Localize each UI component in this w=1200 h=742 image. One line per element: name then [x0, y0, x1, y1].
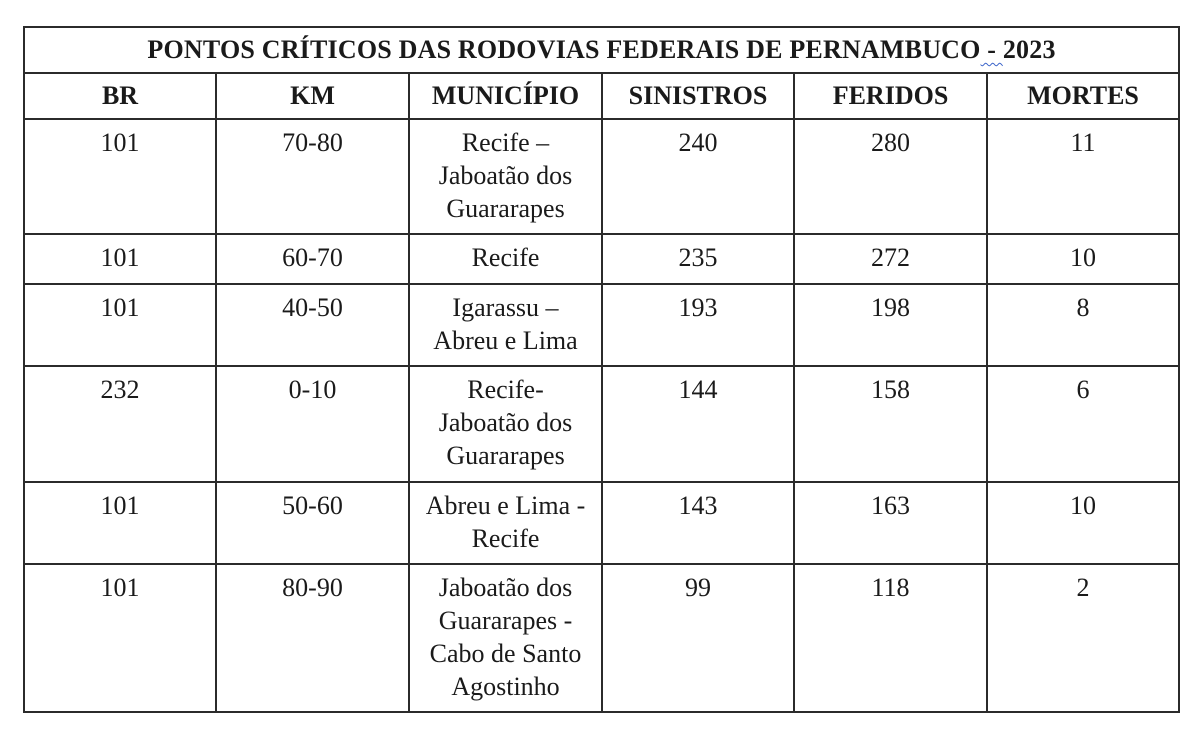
cell-km: 60-70 [216, 234, 409, 284]
table-row [24, 284, 1179, 366]
cell-mortes: 6 [987, 366, 1179, 482]
table-row [24, 366, 1179, 482]
cell-km: 0-10 [216, 366, 409, 482]
cell-br: 101 [24, 284, 216, 366]
cell-br: 101 [24, 119, 216, 234]
table-row [24, 234, 1179, 284]
cell-mortes: 8 [987, 284, 1179, 366]
cell-km: 70-80 [216, 119, 409, 234]
title-separator: - [980, 35, 1003, 64]
header-row [24, 73, 1179, 119]
cell-mortes: 10 [987, 482, 1179, 564]
header-sinistros: SINISTROS [602, 73, 794, 119]
header-municipio: MUNICÍPIO [409, 73, 602, 119]
cell-feridos: 198 [794, 284, 987, 366]
cell-mortes: 2 [987, 564, 1179, 712]
cell-br: 101 [24, 564, 216, 712]
critical-points-table [23, 26, 1180, 713]
cell-km: 80-90 [216, 564, 409, 712]
title-main: PONTOS CRÍTICOS DAS RODOVIAS FEDERAIS DE PERNAMBUCO [147, 35, 981, 64]
table-title [24, 27, 1179, 73]
cell-sinistros: 99 [602, 564, 794, 712]
cell-br: 101 [24, 482, 216, 564]
cell-mortes: 10 [987, 234, 1179, 284]
cell-sinistros: 144 [602, 366, 794, 482]
header-mortes: MORTES [987, 73, 1179, 119]
cell-km: 40-50 [216, 284, 409, 366]
cell-sinistros: 240 [602, 119, 794, 234]
cell-municipio: Igarassu – Abreu e Lima [409, 284, 602, 366]
title-row [24, 27, 1179, 73]
cell-km: 50-60 [216, 482, 409, 564]
cell-feridos: 163 [794, 482, 987, 564]
cell-feridos: 118 [794, 564, 987, 712]
cell-mortes: 11 [987, 119, 1179, 234]
cell-municipio: Jaboatão dos Guararapes - Cabo de Santo Agostinho [409, 564, 602, 712]
cell-municipio: Abreu e Lima - Recife [409, 482, 602, 564]
header-br: BR [24, 73, 216, 119]
cell-municipio: Recife [409, 234, 602, 284]
table-row [24, 564, 1179, 712]
cell-br: 101 [24, 234, 216, 284]
cell-br: 232 [24, 366, 216, 482]
cell-municipio: Recife – Jaboatão dos Guararapes [409, 119, 602, 234]
table-row [24, 119, 1179, 234]
table-row [24, 482, 1179, 564]
critical-points-table-container [23, 26, 1178, 713]
cell-feridos: 280 [794, 119, 987, 234]
cell-sinistros: 193 [602, 284, 794, 366]
cell-sinistros: 143 [602, 482, 794, 564]
header-km: KM [216, 73, 409, 119]
title-year: 2023 [1002, 35, 1056, 64]
cell-feridos: 272 [794, 234, 987, 284]
cell-feridos: 158 [794, 366, 987, 482]
cell-municipio: Recife- Jaboatão dos Guararapes [409, 366, 602, 482]
cell-sinistros: 235 [602, 234, 794, 284]
header-feridos: FERIDOS [794, 73, 987, 119]
